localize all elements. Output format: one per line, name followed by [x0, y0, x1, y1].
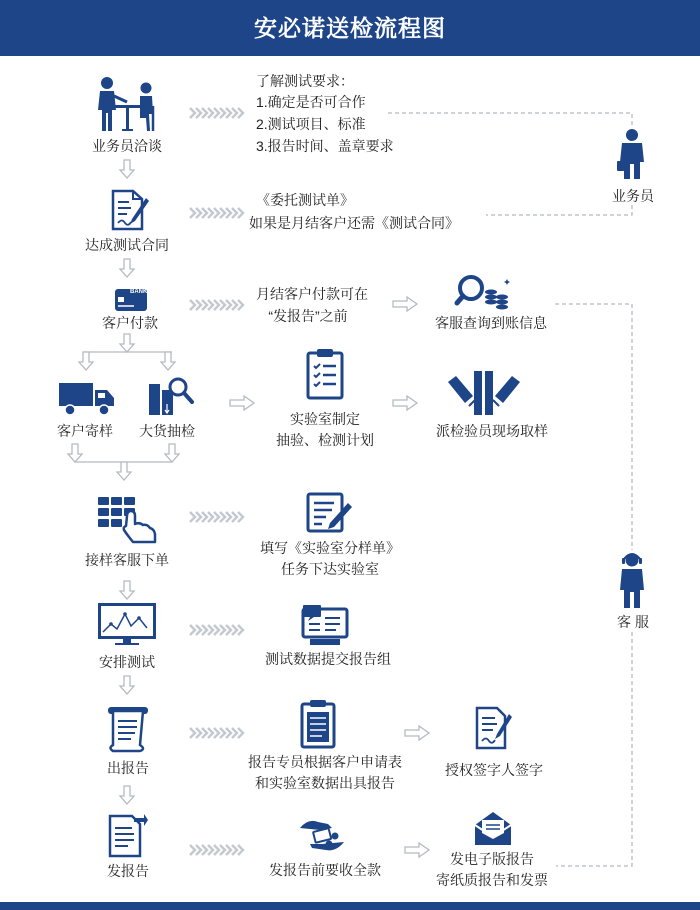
step-label-bulk-inspect: 大货抽检 — [139, 423, 195, 439]
lab-plan-line-1: 实验室制定 — [290, 411, 360, 427]
payment-icon — [298, 814, 346, 854]
clipboard-icon — [300, 699, 336, 749]
fill-form-icon — [306, 491, 354, 533]
send-report-icon — [108, 814, 148, 858]
step-label-payment: 客户付款 — [102, 315, 158, 331]
arrow-down-icon — [120, 786, 134, 804]
step-label-negotiation: 业务员洽谈 — [92, 138, 162, 154]
payment-line-2: “发报告”之前 — [268, 308, 348, 324]
meeting-icon — [97, 76, 157, 134]
contract-line-1: 《委托测试单》 — [256, 192, 354, 208]
lab-plan-line-2: 抽验、检测计划 — [276, 432, 374, 448]
role-sales-label: 业务员 — [612, 188, 654, 204]
chevron-arrows-icon — [190, 625, 243, 635]
data-submit-icon — [302, 604, 348, 646]
arrow-down-icon — [120, 676, 134, 694]
chevron-arrows-icon — [190, 845, 243, 855]
step-label-send-report: 发报告 — [107, 863, 149, 879]
send-right-line-2: 寄纸质报告和发票 — [436, 872, 548, 888]
issue-line-2: 和实验室数据出具报告 — [255, 775, 395, 791]
sampling-icon — [447, 370, 521, 416]
contract-line-2: 如果是月结客户还需《测试合同》 — [249, 215, 459, 231]
arrow-down-icon — [120, 160, 134, 178]
step-label-issue-report: 出报告 — [107, 760, 149, 776]
checklist-icon — [306, 348, 344, 400]
req-heading: 了解测试要求： — [256, 73, 354, 89]
req-line-3: 3.报告时间、盖章要求 — [256, 138, 394, 154]
payment-line-1: 月结客户付款可在 — [256, 286, 368, 302]
send-line-1: 发报告前要收全款 — [269, 862, 381, 878]
signatory-label: 授权签字人签字 — [445, 762, 543, 778]
salesperson-icon — [617, 128, 647, 180]
envelope-icon — [473, 811, 513, 847]
monitor-icon — [97, 602, 157, 646]
step-label-customer-ship: 客户寄样 — [57, 423, 113, 439]
arrow-right-icon — [393, 396, 417, 410]
bank-card-text: BANK — [130, 289, 148, 295]
bulk-inspect-icon — [148, 376, 194, 416]
customer-service-icon — [617, 552, 647, 610]
step-label-testing: 安排测试 — [99, 654, 155, 670]
order-line-1: 填写《实验室分样单》 — [260, 540, 400, 556]
step-label-contract: 达成测试合同 — [85, 237, 169, 253]
arrow-right-icon — [405, 726, 429, 740]
req-line-1: 1.确定是否可合作 — [256, 94, 366, 110]
contract-icon — [109, 188, 151, 232]
order-line-2: 任务下达实验室 — [281, 561, 379, 577]
step-label-order: 接样客服下单 — [85, 552, 169, 568]
field-sampling-label: 派检验员现场取样 — [436, 423, 548, 439]
truck-icon — [58, 382, 116, 416]
arrow-down-icon — [120, 259, 134, 277]
chevron-arrows-icon — [190, 108, 243, 118]
arrow-down-icon — [120, 581, 134, 599]
chevron-arrows-icon — [190, 512, 243, 522]
chevron-arrows-icon — [190, 300, 243, 310]
page-title: 安必诺送检流程图 — [254, 15, 446, 41]
chevron-arrows-icon — [190, 208, 243, 218]
send-right-line-1: 发电子版报告 — [450, 851, 534, 867]
sign-document-icon — [475, 706, 513, 750]
keypad-icon — [97, 496, 159, 544]
arrow-down-icon — [120, 334, 134, 352]
testing-line-1: 测试数据提交报告组 — [265, 651, 391, 667]
issue-line-1: 报告专员根据客户申请表 — [248, 754, 402, 770]
req-line-2: 2.测试项目、标准 — [256, 116, 366, 132]
arrow-right-icon — [230, 396, 254, 410]
chevron-arrows-icon — [190, 728, 243, 738]
role-service-label: 客 服 — [617, 614, 649, 630]
check-payment-label: 客服查询到账信息 — [435, 315, 547, 331]
footer-bar — [0, 902, 700, 910]
report-scroll-icon — [107, 705, 149, 751]
arrow-right-icon — [393, 297, 417, 311]
arrow-right-icon — [405, 843, 429, 857]
